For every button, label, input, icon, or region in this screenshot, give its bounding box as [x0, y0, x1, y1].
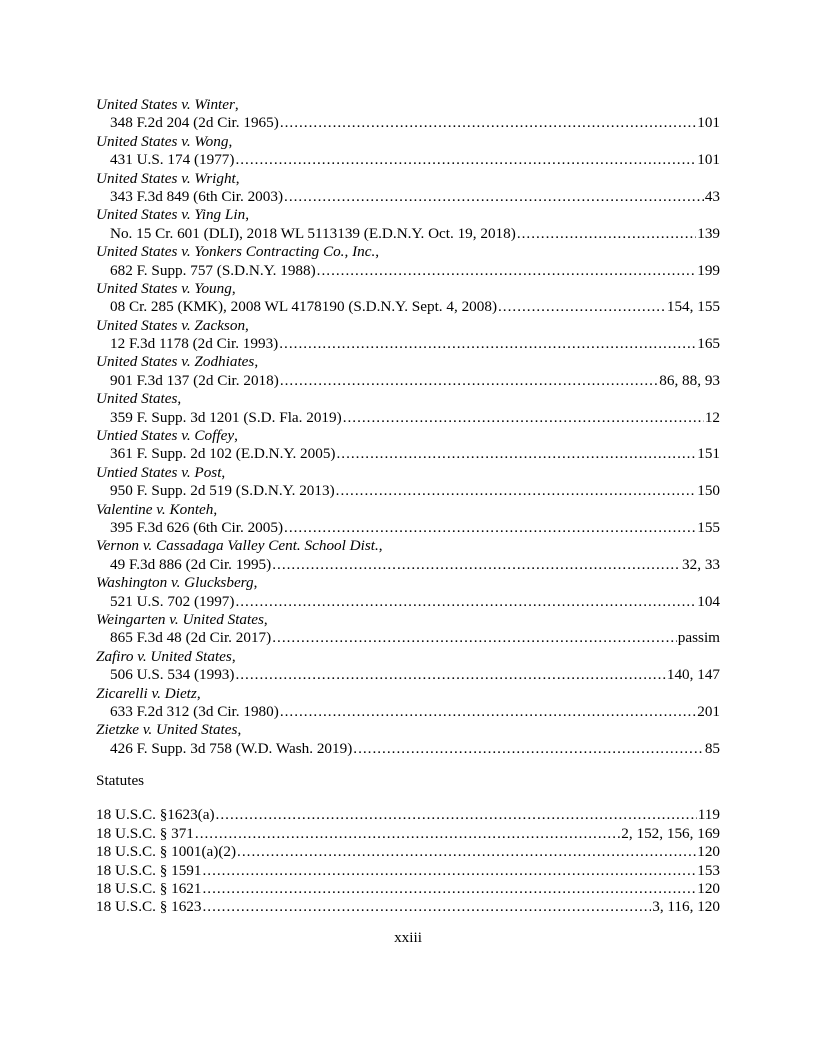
case-name: Vernon v. Cassadaga Valley Cent. School Dist.: [96, 537, 379, 555]
case-entry: [96, 427, 720, 464]
dot-leader: [235, 151, 696, 169]
case-citation-row: [96, 482, 720, 500]
case-name-suffix: ,: [378, 537, 383, 555]
page-number: xxiii: [394, 929, 422, 946]
case-name: Weingarten v. United States: [96, 610, 264, 628]
case-name-suffix: ,: [231, 647, 236, 665]
case-pages: 43: [704, 187, 720, 205]
dot-leader: [517, 225, 696, 243]
case-entry: [96, 721, 720, 758]
case-pages: 139: [697, 224, 720, 242]
statute-pages: 120: [697, 843, 720, 861]
case-name-line: [96, 170, 720, 188]
case-name-suffix: ,: [375, 243, 380, 261]
dot-leader: [272, 629, 677, 647]
case-name: United States v. Young: [96, 279, 232, 297]
case-name-line: [96, 574, 720, 592]
dot-leader: [202, 898, 651, 916]
case-entry: [96, 133, 720, 170]
case-name-line: [96, 280, 720, 298]
case-pages: 101: [697, 151, 720, 169]
case-citation: No. 15 Cr. 601 (DLI), 2018 WL 5113139 (E.D.N.Y. Oct. 19, 2018): [110, 224, 516, 242]
case-entry: [96, 685, 720, 722]
case-pages: 150: [697, 482, 720, 500]
dot-leader: [202, 880, 696, 898]
case-name-suffix: ,: [234, 427, 238, 445]
statute-row: [96, 862, 720, 880]
dot-leader: [272, 556, 681, 574]
statute-row: [96, 898, 720, 916]
case-citation: 49 F.3d 886 (2d Cir. 1995): [110, 555, 272, 573]
case-pages: 101: [697, 114, 720, 132]
case-name-line: [96, 353, 720, 371]
case-pages: 154, 155: [666, 298, 720, 316]
statutes-list: [96, 806, 720, 916]
case-name-suffix: ,: [177, 390, 182, 408]
statute-citation: 18 U.S.C. § 1001(a)(2): [96, 843, 237, 861]
dot-leader: [317, 262, 697, 280]
case-citation-row: [96, 409, 720, 427]
statute-row: [96, 806, 720, 824]
statute-citation: 18 U.S.C. § 1623: [96, 898, 202, 916]
case-name-suffix: ,: [231, 279, 236, 297]
case-pages: 199: [697, 261, 720, 279]
case-name: United States v. Zackson: [96, 316, 246, 334]
case-entry: [96, 648, 720, 685]
case-name-line: [96, 133, 720, 151]
statute-pages: 120: [697, 880, 720, 898]
case-citation: 343 F.3d 849 (6th Cir. 2003): [110, 187, 284, 205]
statute-row: [96, 843, 720, 861]
case-name-line: [96, 464, 720, 482]
case-name-suffix: ,: [253, 574, 258, 592]
case-pages: 86, 88, 93: [659, 371, 720, 389]
case-citation-row: [96, 556, 720, 574]
case-name: Washington v. Glucksberg: [96, 574, 254, 592]
dot-leader: [237, 843, 696, 861]
case-name-suffix: ,: [221, 463, 226, 481]
case-pages: 140, 147: [666, 666, 720, 684]
statute-citation: 18 U.S.C. § 1591: [96, 861, 202, 879]
case-citation-row: [96, 225, 720, 243]
case-citation-row: [96, 335, 720, 353]
case-pages: 201: [697, 702, 720, 720]
case-name: United States v. Winter: [96, 96, 235, 113]
dot-leader: [280, 372, 658, 390]
case-citation: 633 F.2d 312 (3d Cir. 1980): [110, 702, 279, 720]
case-entry: [96, 574, 720, 611]
statute-pages: 153: [697, 861, 720, 879]
case-pages: 155: [697, 518, 720, 536]
case-name-suffix: ,: [237, 721, 242, 739]
dot-leader: [235, 666, 665, 684]
case-entry: [96, 353, 720, 390]
case-pages: 165: [697, 335, 720, 353]
statute-citation: 18 U.S.C. § 1621: [96, 880, 202, 898]
dot-leader: [280, 114, 696, 132]
case-citation-row: [96, 740, 720, 758]
case-name-line: [96, 685, 720, 703]
case-entry: [96, 611, 720, 648]
case-entry: [96, 206, 720, 243]
case-name-suffix: ,: [228, 132, 233, 150]
dot-leader: [235, 593, 696, 611]
case-entry: [96, 501, 720, 538]
case-citation: 431 U.S. 174 (1977): [110, 151, 235, 169]
case-citation: 348 F.2d 204 (2d Cir. 1965): [110, 114, 279, 132]
case-name-line: [96, 611, 720, 629]
case-entry: [96, 170, 720, 207]
case-name-line: [96, 206, 720, 224]
case-name: United States v. Ying Lin: [96, 206, 246, 224]
case-name: United States: [96, 390, 178, 408]
statute-citation: 18 U.S.C. §1623(a): [96, 806, 215, 824]
case-name-line: [96, 648, 720, 666]
case-citation-row: [96, 593, 720, 611]
case-pages: 85: [704, 739, 720, 757]
case-name-line: [96, 427, 720, 445]
case-name-line: [96, 721, 720, 739]
dot-leader: [202, 862, 696, 880]
case-pages: passim: [677, 629, 720, 647]
case-name-line: [96, 390, 720, 408]
case-citation: 950 F. Supp. 2d 519 (S.D.N.Y. 2013): [110, 482, 335, 500]
case-citation-row: [96, 298, 720, 316]
case-name-suffix: ,: [196, 684, 201, 702]
case-entry: [96, 280, 720, 317]
case-citation-row: [96, 703, 720, 721]
case-pages: 104: [697, 592, 720, 610]
case-name-suffix: ,: [213, 500, 218, 518]
case-name-line: [96, 537, 720, 555]
statute-citation: 18 U.S.C. § 371: [96, 824, 194, 842]
case-entry: [96, 317, 720, 354]
case-citation-row: [96, 519, 720, 537]
statute-row: [96, 880, 720, 898]
case-citation: 395 F.3d 626 (6th Cir. 2005): [110, 518, 284, 536]
case-name: Zietzke v. United States: [96, 721, 238, 739]
case-name: United States v. Wong: [96, 132, 229, 150]
dot-leader: [343, 409, 704, 427]
case-citation-row: [96, 262, 720, 280]
case-name-suffix: ,: [245, 206, 249, 224]
case-citation-row: [96, 188, 720, 206]
case-citation: 521 U.S. 702 (1997): [110, 592, 235, 610]
case-name-suffix: ,: [234, 96, 239, 113]
case-name-line: [96, 96, 720, 114]
dot-leader: [284, 188, 704, 206]
case-name: Valentine v. Konteh: [96, 500, 214, 518]
statute-pages: 119: [697, 806, 720, 824]
dot-leader: [336, 445, 696, 463]
case-citation-row: [96, 114, 720, 132]
dot-leader: [353, 740, 704, 758]
case-citation-row: [96, 629, 720, 647]
case-citation: 682 F. Supp. 757 (S.D.N.Y. 1988): [110, 261, 316, 279]
case-citation: 901 F.3d 137 (2d Cir. 2018): [110, 371, 279, 389]
case-citation: 12 F.3d 1178 (2d Cir. 1993): [110, 335, 279, 353]
case-name-suffix: ,: [245, 316, 249, 334]
dot-leader: [216, 806, 697, 824]
dot-leader: [498, 298, 666, 316]
case-name-line: [96, 243, 720, 261]
dot-leader: [195, 825, 620, 843]
case-citation: 361 F. Supp. 2d 102 (E.D.N.Y. 2005): [110, 445, 336, 463]
case-name-line: [96, 317, 720, 335]
case-citation: 506 U.S. 534 (1993): [110, 666, 235, 684]
case-name-suffix: ,: [263, 610, 268, 628]
case-name: United States v. Wright: [96, 169, 236, 187]
dot-leader: [280, 703, 696, 721]
case-name: Zafiro v. United States: [96, 647, 232, 665]
dot-leader: [336, 482, 697, 500]
case-citation: 865 F.3d 48 (2d Cir. 2017): [110, 629, 272, 647]
case-citation-row: [96, 445, 720, 463]
dot-leader: [279, 335, 696, 353]
case-name: United States v. Zodhiates: [96, 353, 255, 371]
case-citation: 08 Cr. 285 (KMK), 2008 WL 4178190 (S.D.N.Y. Sept. 4, 2008): [110, 298, 497, 316]
case-name-suffix: ,: [254, 353, 259, 371]
case-entry: [96, 390, 720, 427]
statute-pages: 3, 116, 120: [652, 898, 720, 916]
case-pages: 32, 33: [682, 555, 720, 573]
case-citation-row: [96, 666, 720, 684]
case-name-line: [96, 501, 720, 519]
case-citation-row: [96, 372, 720, 390]
case-citation: 426 F. Supp. 3d 758 (W.D. Wash. 2019): [110, 739, 353, 757]
cases-list: [96, 96, 720, 758]
case-entry: [96, 96, 720, 133]
case-entry: [96, 464, 720, 501]
case-citation-row: [96, 151, 720, 169]
case-name: Untied States v. Coffey: [96, 427, 235, 445]
dot-leader: [284, 519, 696, 537]
case-citation: 359 F. Supp. 3d 1201 (S.D. Fla. 2019): [110, 408, 342, 426]
statute-pages: 2, 152, 156, 169: [621, 824, 720, 842]
case-pages: 12: [704, 408, 720, 426]
authorities-page: [96, 96, 720, 917]
case-pages: 151: [697, 445, 720, 463]
statutes-heading: Statutes: [96, 772, 145, 790]
case-name-suffix: ,: [235, 169, 240, 187]
case-name: United States v. Yonkers Contracting Co., Inc.: [96, 243, 376, 261]
case-entry: [96, 243, 720, 280]
case-name: Untied States v. Post: [96, 463, 222, 481]
case-entry: [96, 537, 720, 574]
case-name: Zicarelli v. Dietz: [96, 684, 197, 702]
statute-row: [96, 825, 720, 843]
